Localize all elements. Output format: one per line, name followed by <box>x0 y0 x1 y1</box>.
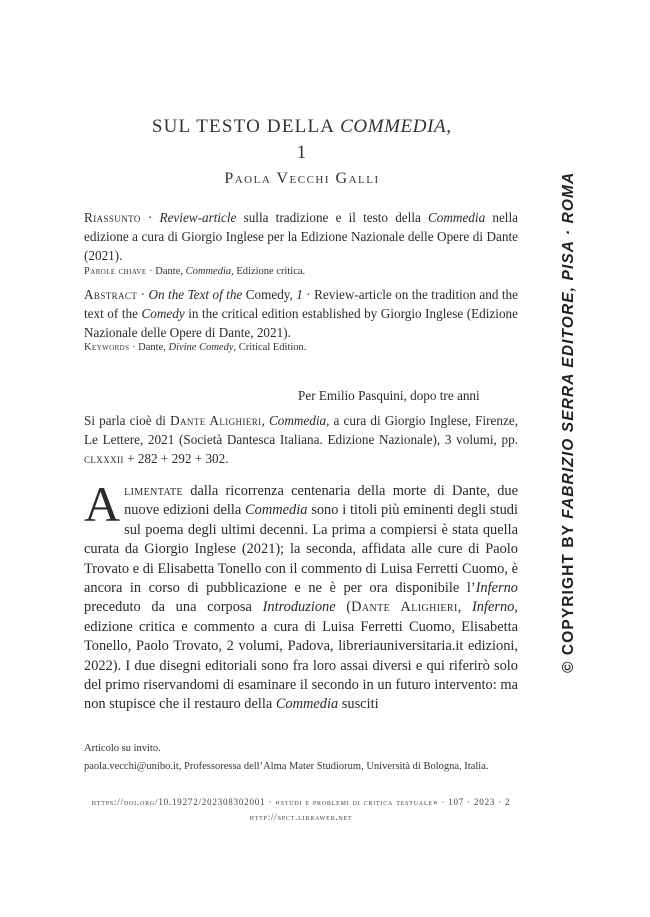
first-word: limentate <box>124 483 184 499</box>
body-text-3: preceduto da una corposa <box>84 599 263 616</box>
riassunto <box>84 208 518 265</box>
copyright-notice <box>560 172 578 673</box>
body-text-2: sono i titoli più eminenti degli studi sul poema degli ultimi decenni. La prima a compiersi è stata quella curata da Giorgio Inglese (2021); la seconda, affidata alle cure di Paolo Trovato e di Elisabetta Tonello con il commento di Luisa Ferretti Cuomo, è ancora in corso di pubblicazione e ne è per ora disponibile l’ <box>84 502 518 597</box>
riassunto-text-2: nella edizione a cura di Giorgio Inglese per la Edizione Nazionale delle Opere di Dante (2021). <box>84 210 518 263</box>
keywords-italic: Divine Comedy <box>168 342 234 353</box>
parole-chiave-text: Dante, <box>155 266 186 277</box>
author-name: Paola Vecchi Galli <box>224 170 380 187</box>
riassunto-label: Riassunto <box>84 210 141 225</box>
body-inferno: Inferno <box>475 580 518 597</box>
copyright-publisher: FABRIZIO SERRA EDITORE, PISA · ROMA <box>560 171 577 519</box>
riassunto-commedia: Commedia <box>428 210 486 225</box>
title-suffix: , <box>446 116 453 137</box>
footnote-invite: Articolo su invito. <box>84 743 161 754</box>
doi-line: https://doi.org/10.19272/202308302001 · «studi e problemi di critica testuale» · 107 · 2023 · 2 <box>91 797 511 807</box>
drop-cap: A <box>84 476 121 532</box>
body-text-6: , edizione critica e commento a cura di Luisa Ferretti Cuomo, Elisabetta Tonello, Paolo Trovato, 2 volumi, Padova, libreriauniversitaria.it edizioni, 2022). I due disegni editoriali sono fra loro assai diversi e qui riferirò solo del primo riservandomi di esaminare il secondo in un futuro intervento: ma non stupisce che il restauro della <box>84 599 518 713</box>
body-text-7: susciti <box>338 696 379 713</box>
citation-text-4: + 282 + 292 + 302. <box>123 451 229 466</box>
citation-text-3: , a cura di Giorgio Inglese, Firenze, Le Lettere, 2021 (Società Dantesca Italiana. Edizione Nazionale), 3 volumi, pp. <box>84 413 519 447</box>
separator: · <box>146 266 156 277</box>
citation-text: Si parla cioè di <box>84 413 171 428</box>
footnote-affiliation: paola.vecchi@unibo.it, Professoressa dell’Alma Mater Studiorum, Università di Bologna, Italia. <box>84 761 489 772</box>
copyright-prefix: © COPYRIGHT BY <box>560 518 577 673</box>
citation <box>84 411 518 468</box>
body-inferno-2: Inferno <box>472 599 515 616</box>
citation-roman: clxxxii <box>84 451 124 466</box>
riassunto-italic: Review-article <box>159 210 237 225</box>
keywords <box>84 341 518 355</box>
abstract-text: Comedy, <box>242 287 297 302</box>
body-introduzione: Introduzione <box>262 599 336 616</box>
body-text: dalla ricorrenza centenaria della morte di Dante, due nuove edizioni della <box>124 483 518 519</box>
site-url: http://spct.libraweb.net <box>249 812 353 822</box>
abstract-text-3: in the critical edition established by Giorgio Inglese (Edizione Nazionale delle Opere di Dante, 2021). <box>84 306 518 340</box>
body-commedia: Commedia <box>245 502 308 519</box>
parole-chiave-commedia: Commedia <box>185 266 232 277</box>
body-commedia-2: Commedia <box>275 696 339 713</box>
body-author: Dante Alighieri <box>351 599 458 616</box>
keywords-text: Dante, <box>138 342 169 353</box>
keywords-text-2: , Critical Edition. <box>233 342 307 353</box>
citation-author: Dante Alighieri <box>170 413 262 428</box>
article-title <box>84 114 520 166</box>
parole-chiave <box>84 265 518 279</box>
body-text-5: , <box>457 599 473 616</box>
body-text-4: ( <box>335 599 352 616</box>
abstract-text-2: · Review-article on the tradition and the text of the <box>84 287 518 321</box>
citation-text-2: , <box>261 413 269 428</box>
citation-work: Commedia <box>268 413 327 428</box>
separator: · <box>129 342 139 353</box>
separator: · <box>137 287 149 302</box>
abstract-num: 1 <box>296 287 303 302</box>
keywords-label: Keywords <box>84 342 130 353</box>
abstract-comedy: Comedy <box>141 306 185 321</box>
riassunto-text: sulla tradizione e il testo della <box>236 210 429 225</box>
title-prefix: SUL TESTO DELLA <box>151 116 341 137</box>
parole-chiave-text-2: , Edizione critica. <box>231 266 306 277</box>
parole-chiave-label: Parole chiave <box>84 266 147 277</box>
abstract <box>84 285 518 342</box>
title-italic: COMMEDIA <box>340 116 447 137</box>
body-paragraph <box>84 476 518 715</box>
abstract-label: Abstract <box>84 287 138 302</box>
dedication: Per Emilio Pasquini, dopo tre anni <box>298 388 480 403</box>
abstract-italic: On the Text of the <box>148 287 243 302</box>
title-part-number: 1 <box>296 142 308 163</box>
separator: · <box>140 210 160 225</box>
